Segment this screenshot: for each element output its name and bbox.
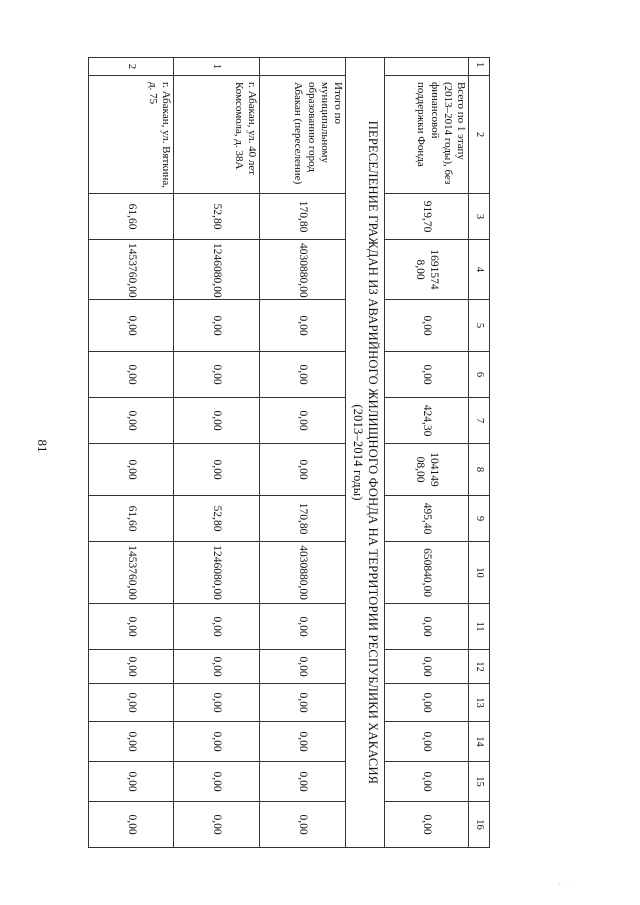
header-cell: 1 — [469, 58, 490, 76]
value-cell: 0,00 — [89, 802, 174, 848]
value-cell: 0,00 — [260, 684, 346, 722]
row-index — [385, 58, 469, 76]
value-cell: 0,00 — [260, 300, 346, 352]
row-index: 1 — [174, 58, 260, 76]
value-cell: 0,00 — [385, 604, 469, 650]
value-cell: 0,00 — [174, 300, 260, 352]
value-cell: 424,30 — [385, 398, 469, 444]
section-title-line: ПЕРЕСЕЛЕНИЕ ГРАЖДАН ИЗ АВАРИЙНОГО ЖИЛИЩНОГО ФОНДА НА ТЕРРИТОРИИ РЕСПУБЛИКИ ХАКАСИЯ — [366, 120, 380, 785]
value-cell: 0,00 — [174, 722, 260, 762]
header-cell: 6 — [469, 352, 490, 398]
value-cell: 0,00 — [174, 398, 260, 444]
column-number-row — [469, 58, 490, 848]
value-cell: 0,00 — [174, 762, 260, 802]
value-cell: 0,00 — [260, 802, 346, 848]
value-cell: 650840,00 — [385, 542, 469, 604]
value-cell: 4030880,00 — [260, 542, 346, 604]
value-cell: 170,80 — [260, 496, 346, 542]
value-cell: 0,00 — [260, 444, 346, 496]
value-cell: 1246080,00 — [174, 240, 260, 300]
header-cell: 11 — [469, 604, 490, 650]
value-cell: 0,00 — [260, 650, 346, 684]
value-cell: 0,00 — [174, 444, 260, 496]
value-cell: 0,00 — [89, 398, 174, 444]
value-cell: 1453760,00 — [89, 542, 174, 604]
value-cell: 0,00 — [385, 300, 469, 352]
header-cell: 16 — [469, 802, 490, 848]
value-cell: 0,00 — [385, 722, 469, 762]
value-cell: 52,80 — [174, 194, 260, 240]
value-cell: 0,00 — [385, 762, 469, 802]
value-cell: 104149 08,00 — [385, 444, 469, 496]
value-cell: 0,00 — [89, 650, 174, 684]
value-cell: 0,00 — [174, 650, 260, 684]
value-cell: 61,60 — [89, 496, 174, 542]
resettlement-table — [88, 57, 490, 848]
value-cell: 0,00 — [89, 762, 174, 802]
header-cell: 12 — [469, 650, 490, 684]
value-cell: 1246080,00 — [174, 542, 260, 604]
value-cell: 0,00 — [89, 604, 174, 650]
row-index — [260, 58, 346, 76]
value-cell: 1691574 8,00 — [385, 240, 469, 300]
value-cell: 170,80 — [260, 194, 346, 240]
scan-speckle: · · — [558, 880, 572, 889]
table-row — [89, 58, 174, 848]
section-title — [346, 58, 385, 848]
value-cell: 0,00 — [174, 802, 260, 848]
value-cell: 0,00 — [89, 300, 174, 352]
row-label: Всего по 1 этапу (2013–2014 годы), без финансовой поддержки Фонда — [385, 76, 469, 194]
value-cell: 0,00 — [260, 722, 346, 762]
header-cell: 13 — [469, 684, 490, 722]
value-cell: 0,00 — [174, 604, 260, 650]
header-cell: 15 — [469, 762, 490, 802]
value-cell: 0,00 — [260, 762, 346, 802]
total-row — [385, 58, 469, 848]
header-cell: 9 — [469, 496, 490, 542]
value-cell: 919,70 — [385, 194, 469, 240]
row-index: 2 — [89, 58, 174, 76]
value-cell: 0,00 — [174, 352, 260, 398]
value-cell: 52,80 — [174, 496, 260, 542]
header-cell: 3 — [469, 194, 490, 240]
value-cell: 0,00 — [89, 722, 174, 762]
value-cell: 0,00 — [385, 650, 469, 684]
value-cell: 0,00 — [260, 604, 346, 650]
section-title-years: (2013–2014 годы) — [351, 404, 365, 501]
header-cell: 7 — [469, 398, 490, 444]
header-cell: 8 — [469, 444, 490, 496]
table-row — [174, 58, 260, 848]
value-cell: 0,00 — [260, 398, 346, 444]
value-cell: 4030880,00 — [260, 240, 346, 300]
value-cell: 0,00 — [174, 684, 260, 722]
value-cell: 0,00 — [89, 352, 174, 398]
value-cell: 0,00 — [385, 684, 469, 722]
subtotal-row — [260, 58, 346, 848]
value-cell: 1453760,00 — [89, 240, 174, 300]
value-cell: 0,00 — [385, 802, 469, 848]
value-cell: 0,00 — [385, 352, 469, 398]
header-cell: 14 — [469, 722, 490, 762]
value-cell: 61,60 — [89, 194, 174, 240]
rotated-table-container — [95, 57, 490, 847]
section-title-row — [346, 58, 385, 848]
value-cell: 495,40 — [385, 496, 469, 542]
row-label: г. Абакан, ул. 40 лет Комсомола, д. 38А — [174, 76, 260, 194]
value-cell: 0,00 — [89, 444, 174, 496]
header-cell: 2 — [469, 76, 490, 194]
row-label: г. Абакан, ул. Вяткина, д. 75 — [89, 76, 174, 194]
row-label: Итого по муниципальному образованию город Абакан (переселение) — [260, 76, 346, 194]
header-cell: 10 — [469, 542, 490, 604]
header-cell: 5 — [469, 300, 490, 352]
value-cell: 0,00 — [89, 684, 174, 722]
value-cell: 0,00 — [260, 352, 346, 398]
header-cell: 4 — [469, 240, 490, 300]
page-number: 81 — [35, 439, 50, 453]
